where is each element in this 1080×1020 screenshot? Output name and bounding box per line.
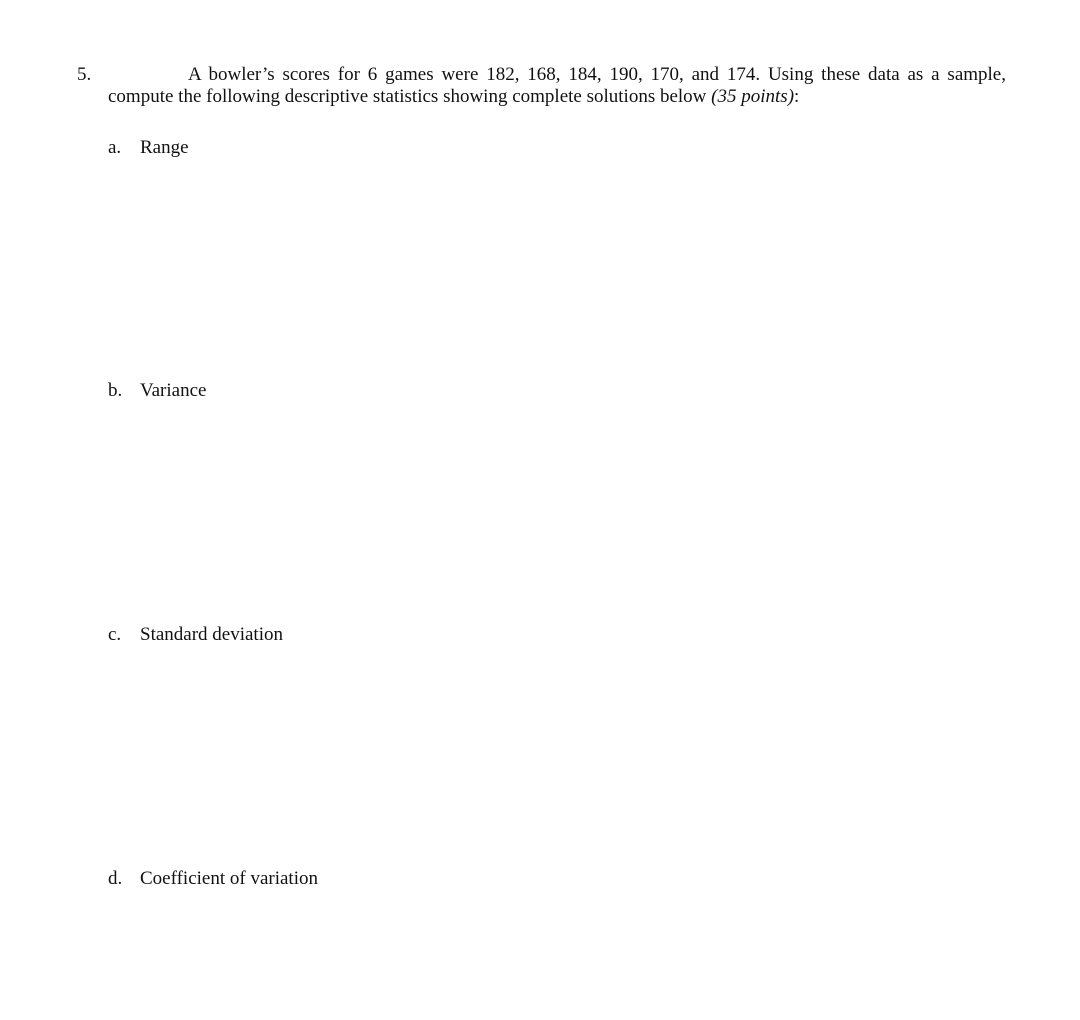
sub-item-range bbox=[108, 137, 189, 159]
sub-item-label: Range bbox=[140, 137, 189, 158]
sub-item-letter: a. bbox=[108, 137, 122, 158]
sub-item-standard-deviation bbox=[108, 624, 283, 646]
sub-item-label: Coefficient of variation bbox=[140, 868, 318, 889]
sub-item-label: Variance bbox=[140, 380, 207, 401]
sub-item-letter: b. bbox=[108, 380, 123, 401]
question-number: 5. bbox=[77, 64, 92, 85]
sub-item-label: Standard deviation bbox=[140, 624, 283, 645]
sub-item-letter: c. bbox=[108, 624, 122, 645]
question-body: A bowler’s scores for 6 games were 182, 168, 184, 190, 170, and 174. Using these data as a sample, compute the following descriptive statistics showing complete solutions below bbox=[108, 64, 1006, 107]
question-end: : bbox=[794, 86, 800, 107]
sub-item-variance bbox=[108, 380, 206, 402]
sub-item-coefficient-of-variation bbox=[108, 868, 318, 890]
question-points: (35 points) bbox=[711, 86, 795, 107]
sub-item-letter: d. bbox=[108, 868, 123, 889]
question-text bbox=[108, 64, 1006, 108]
